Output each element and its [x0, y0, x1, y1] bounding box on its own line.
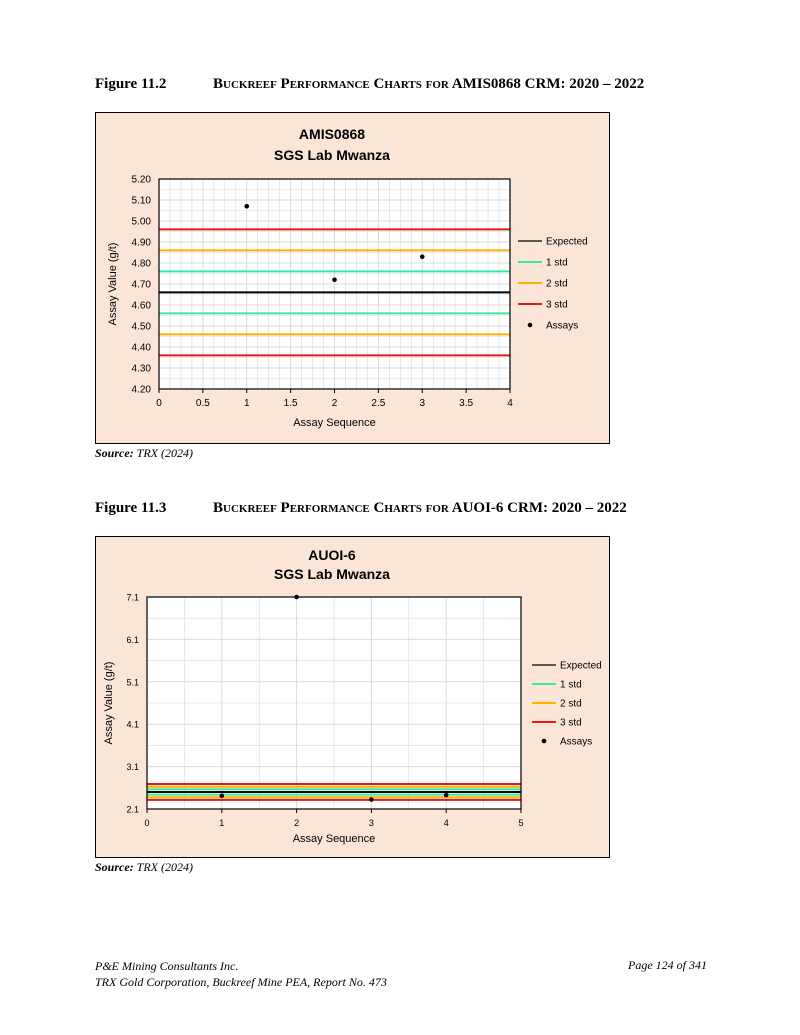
- footer-company: P&E Mining Consultants Inc.: [95, 959, 239, 973]
- x-tick-label: 3.5: [459, 398, 474, 409]
- assay-point: [444, 793, 449, 798]
- figure-caption: [95, 76, 644, 93]
- x-tick-label: 1: [219, 818, 225, 828]
- legend-label: Assays: [560, 736, 593, 748]
- figure-title: Buckreef Performance Charts for AUOI-6 CRM: 2020 – 2022: [213, 500, 627, 516]
- footer: [95, 958, 387, 990]
- legend-label: 1 std: [546, 257, 568, 269]
- page-number: Page 124 of 341: [628, 958, 707, 972]
- assay-point: [244, 204, 249, 209]
- x-axis-label: Assay Sequence: [293, 417, 376, 429]
- y-axis-label: Assay Value (g/t): [103, 661, 115, 745]
- chart-amis0868: [96, 113, 609, 443]
- y-tick-label: 4.1: [126, 719, 139, 730]
- x-tick-label: 0.5: [195, 398, 210, 409]
- y-tick-label: 4.60: [131, 300, 151, 312]
- chart-auoi6: [96, 537, 609, 857]
- y-tick-label: 2.1: [126, 804, 139, 815]
- y-tick-label: 5.1: [126, 677, 139, 688]
- x-axis-label: Assay Sequence: [292, 833, 376, 845]
- source-text: TRX (2024): [136, 446, 193, 460]
- y-tick-label: 4.30: [131, 363, 151, 375]
- x-tick-label: 4: [443, 818, 449, 828]
- figure-source: [95, 446, 193, 461]
- x-tick-label: 0: [144, 818, 150, 828]
- legend-label: 3 std: [546, 299, 568, 311]
- source-text: TRX (2024): [136, 860, 193, 874]
- source-label: Source:: [95, 860, 134, 874]
- x-tick-label: 2.5: [371, 398, 386, 409]
- y-tick-label: 4.40: [131, 342, 151, 354]
- chart-title: AMIS0868: [298, 126, 366, 142]
- figure-number: Figure 11.2: [95, 76, 167, 92]
- source-label: Source:: [95, 446, 134, 460]
- chart-panel: [95, 536, 610, 858]
- figure-source: [95, 860, 193, 875]
- y-tick-label: 4.80: [131, 258, 151, 270]
- chart-panel: [95, 112, 610, 444]
- legend-label: 1 std: [560, 679, 582, 691]
- y-tick-label: 4.90: [131, 237, 151, 249]
- chart-title: AUOI-6: [308, 547, 356, 563]
- figure-number: Figure 11.3: [95, 500, 167, 516]
- legend-label: Assays: [546, 320, 579, 332]
- assay-point: [420, 254, 425, 259]
- x-tick-label: 4: [507, 398, 513, 409]
- x-tick-label: 3: [419, 398, 426, 409]
- assay-point: [220, 793, 225, 798]
- y-tick-label: 5.20: [131, 174, 151, 186]
- figure-caption: [95, 500, 627, 517]
- x-tick-label: 5: [518, 818, 524, 828]
- legend-label: 2 std: [546, 278, 568, 290]
- y-tick-label: 6.1: [126, 634, 139, 645]
- legend-marker: [542, 739, 547, 744]
- y-tick-label: 4.70: [131, 279, 151, 291]
- chart-subtitle: SGS Lab Mwanza: [274, 147, 390, 163]
- y-tick-label: 7.1: [126, 592, 139, 603]
- y-tick-label: 4.20: [131, 384, 151, 396]
- x-tick-label: 0: [156, 398, 162, 409]
- y-tick-label: 5.00: [131, 216, 151, 228]
- legend-label: Expected: [560, 660, 602, 672]
- x-tick-label: 1: [243, 398, 250, 409]
- chart-subtitle: SGS Lab Mwanza: [274, 566, 390, 582]
- x-tick-label: 1.5: [283, 398, 298, 409]
- y-axis-label: Assay Value (g/t): [107, 242, 119, 326]
- footer-report: TRX Gold Corporation, Buckreef Mine PEA, Report No. 473: [95, 975, 387, 989]
- legend-label: 2 std: [560, 698, 582, 710]
- legend-marker: [528, 323, 533, 328]
- y-tick-label: 3.1: [126, 762, 139, 773]
- x-tick-label: 2: [294, 818, 300, 828]
- x-tick-label: 3: [368, 818, 374, 828]
- legend-label: Expected: [546, 236, 588, 248]
- y-tick-label: 5.10: [131, 195, 151, 207]
- assay-point: [332, 278, 337, 283]
- legend-label: 3 std: [560, 717, 582, 729]
- assay-point: [369, 797, 374, 802]
- figure-title: Buckreef Performance Charts for AMIS0868 CRM: 2020 – 2022: [213, 76, 645, 92]
- x-tick-label: 2: [331, 398, 338, 409]
- y-tick-label: 4.50: [131, 321, 151, 333]
